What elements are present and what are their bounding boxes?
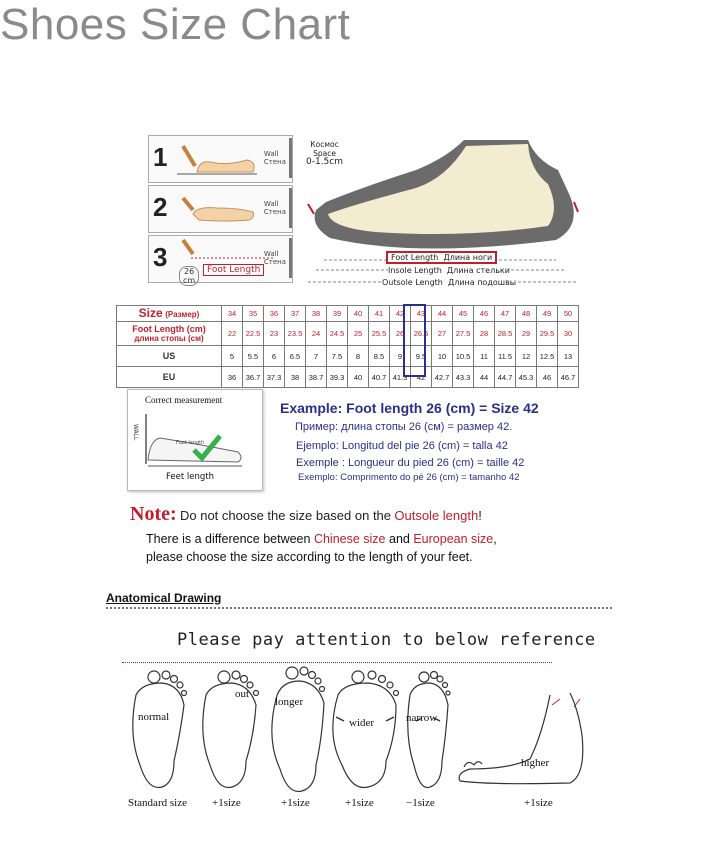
table-cell: 11 (474, 346, 495, 367)
example-en: Example: Foot length 26 (cm) = Size 42 (280, 400, 539, 416)
step-number: 2 (153, 192, 168, 222)
table-cell: 22.5 (243, 322, 264, 346)
table-cell: 10 (432, 346, 453, 367)
table-cell: 42 (390, 306, 411, 322)
divider (122, 662, 552, 663)
table-cell: 9 (390, 346, 411, 367)
table-cell: 29.5 (537, 322, 558, 346)
table-cell: 6.5 (285, 346, 306, 367)
table-row (117, 306, 579, 322)
table-cell: 42 (411, 367, 432, 388)
table-cell: 9.5 (411, 346, 432, 367)
size-note-out: +1size (212, 797, 241, 809)
table-cell: 13 (558, 346, 579, 367)
table-cell: 28.5 (495, 322, 516, 346)
table-cell: 12 (516, 346, 537, 367)
foot-length-box: Foot Length Длина ноги (386, 251, 497, 264)
table-cell: 25 (348, 322, 369, 346)
example-ru: Пример: длина стопы 26 (см) = размер 42. (295, 421, 513, 433)
table-cell: 40 (348, 367, 369, 388)
foot-label-narrow: narrow (406, 712, 438, 724)
step-number: 1 (153, 142, 168, 172)
foot-length-tag: Foot Length (203, 264, 264, 276)
note-label: Note: (130, 503, 177, 525)
table-cell: 45.3 (516, 367, 537, 388)
size-note-higher: +1size (524, 797, 553, 809)
measurement-title: Correct measurement (145, 395, 223, 405)
table-cell: 6 (264, 346, 285, 367)
table-cell: 47 (495, 306, 516, 322)
table-cell: 27.5 (453, 322, 474, 346)
wall-line (289, 188, 292, 228)
table-row (117, 322, 579, 346)
size-difference-line: There is a difference between Chinese size and European size, (146, 532, 497, 546)
step-1-panel (148, 135, 293, 183)
size-table (116, 305, 579, 388)
table-cell: 8.5 (369, 346, 390, 367)
table-cell: 37.3 (264, 367, 285, 388)
table-cell: 22 (222, 322, 243, 346)
table-cell: 23.5 (285, 322, 306, 346)
size-header: Size (Размер) (117, 306, 222, 322)
table-cell: 29 (516, 322, 537, 346)
table-cell: 46 (474, 306, 495, 322)
table-cell: 10.5 (453, 346, 474, 367)
table-cell: 36 (222, 367, 243, 388)
foot-label-wider: wider (349, 717, 375, 729)
step-3-panel (148, 235, 293, 283)
table-cell: 25.5 (369, 322, 390, 346)
table-cell: 42.7 (432, 367, 453, 388)
example-pt: Exemplo: Comprimento do pé 26 (cm) = tamanho 42 (298, 472, 520, 483)
table-cell: 46.7 (558, 367, 579, 388)
table-cell: 28 (474, 322, 495, 346)
note-line: Note: Do not choose the size based on the Outsole length! (130, 503, 482, 525)
foot-label-longer: longer (275, 696, 304, 708)
table-cell: 40.7 (369, 367, 390, 388)
cm-badge: 26 cm (179, 266, 199, 286)
table-cell: 41 (369, 306, 390, 322)
table-cell: 24 (306, 322, 327, 346)
anatomical-drawing-heading: Anatomical Drawing (106, 591, 222, 605)
wall-label: Wall Стена (263, 150, 286, 166)
table-cell: 40 (348, 306, 369, 322)
eu-header: EU (117, 367, 222, 388)
table-cell: 24.5 (327, 322, 348, 346)
foot-top-illustration (177, 190, 257, 228)
table-cell: 44.7 (495, 367, 516, 388)
wall-line (289, 138, 292, 178)
table-cell: 43 (411, 306, 432, 322)
table-cell: 44 (432, 306, 453, 322)
step-number: 3 (153, 242, 168, 272)
table-cell: 48 (516, 306, 537, 322)
table-cell: 5.5 (243, 346, 264, 367)
table-cell: 7.5 (327, 346, 348, 367)
table-cell: 27 (432, 322, 453, 346)
wall-label: Wall Стена (263, 250, 286, 266)
foot-label-normal: normal (138, 711, 170, 723)
step-2-panel (148, 185, 293, 233)
table-row (117, 367, 579, 388)
table-cell: 39.3 (327, 367, 348, 388)
size-note-standard: Standard size (128, 797, 187, 809)
table-cell: 38 (285, 367, 306, 388)
table-cell: 35 (243, 306, 264, 322)
table-cell: 45 (453, 306, 474, 322)
wall-line (289, 238, 292, 278)
feet-outline-drawings (110, 665, 610, 795)
divider (106, 607, 612, 609)
foot-len-small-label: Foot length (176, 440, 205, 446)
table-cell: 8 (348, 346, 369, 367)
table-cell: 49 (537, 306, 558, 322)
size-advice-line: please choose the size according to the length of your feet. (146, 550, 473, 564)
example-es: Ejemplo: Longitud del pie 26 (cm) = talla 42 (296, 440, 508, 452)
table-cell: 38 (306, 306, 327, 322)
table-cell: 44 (474, 367, 495, 388)
feet-length-label: Feet length (166, 472, 215, 482)
table-cell: 26.5 (411, 322, 432, 346)
outsole-length-label: Outsole Length Длина подошвы (382, 278, 517, 287)
table-cell: 38.7 (306, 367, 327, 388)
table-cell: 7 (306, 346, 327, 367)
table-row (117, 346, 579, 367)
insole-length-label: Insole Length Длина стельки (388, 266, 510, 275)
foot-label-out: out (235, 688, 250, 700)
attention-heading: Please pay attention to below reference (177, 630, 596, 650)
table-cell: 50 (558, 306, 579, 322)
table-cell: 37 (285, 306, 306, 322)
page-title: Shoes Size Chart (0, 0, 351, 49)
table-cell: 36.7 (243, 367, 264, 388)
correct-measurement-card (127, 389, 263, 491)
pencil-mark-illustration (177, 238, 277, 262)
table-cell: 36 (264, 306, 285, 322)
size-note-wider: +1size (345, 797, 374, 809)
table-cell: 26 (390, 322, 411, 346)
us-header: US (117, 346, 222, 367)
table-cell: 34 (222, 306, 243, 322)
foot-length-header: Foot Length (cm) длина стопы (см) (117, 322, 222, 346)
table-cell: 11.5 (495, 346, 516, 367)
table-cell: 41.3 (390, 367, 411, 388)
example-fr: Exemple : Longueur du pied 26 (cm) = taille 42 (296, 457, 525, 469)
table-cell: 39 (327, 306, 348, 322)
table-cell: 46 (537, 367, 558, 388)
table-cell: 5 (222, 346, 243, 367)
space-label: Космос Space 0-1.5cm (306, 140, 344, 167)
wall-vertical-label: WALL (132, 424, 139, 441)
size-note-narrow: −1size (406, 797, 435, 809)
size-note-longer: +1size (281, 797, 310, 809)
table-cell: 43.3 (453, 367, 474, 388)
foot-side-illustration (177, 140, 257, 178)
wall-label: Wall Стена (263, 200, 286, 216)
foot-label-higher: higher (521, 757, 550, 769)
table-cell: 23 (264, 322, 285, 346)
size-42-highlight (403, 304, 426, 377)
table-cell: 30 (558, 322, 579, 346)
table-cell: 12.5 (537, 346, 558, 367)
